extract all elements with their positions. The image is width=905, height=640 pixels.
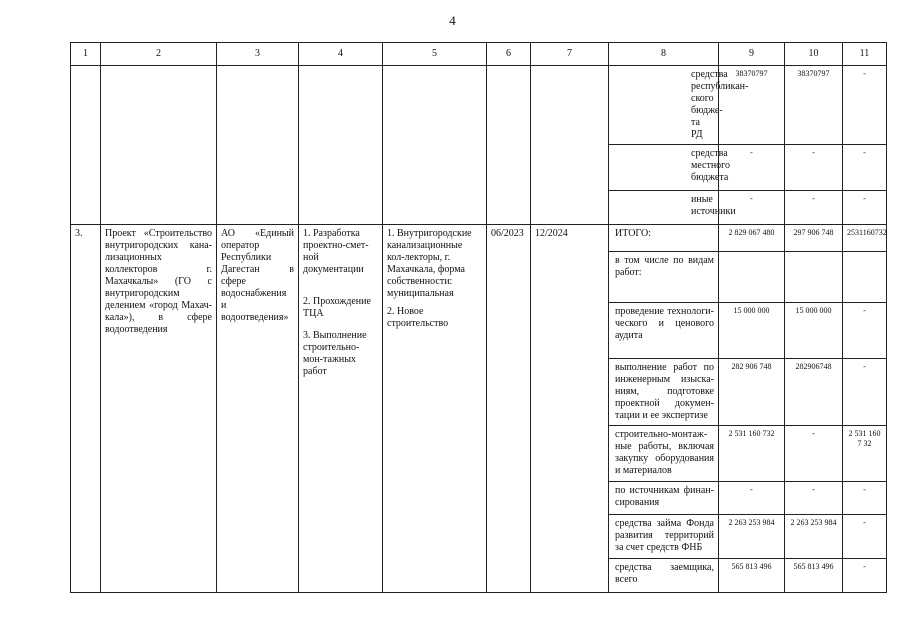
end-date: 12/2024 [531, 225, 609, 593]
value-cell: 282906748 [785, 359, 843, 426]
col-header-1: 1 [71, 43, 101, 66]
empty-cell [383, 66, 487, 225]
value-cell: - [719, 482, 785, 515]
start-date: 06/2023 [487, 225, 531, 593]
empty-cell [531, 66, 609, 225]
value-cell: 2531160732 [843, 225, 887, 252]
financing-label: ИТОГО: [609, 225, 719, 252]
value-cell [843, 252, 887, 303]
value-cell: 2 263 253 984 [785, 515, 843, 559]
description-1: 1. Внутригородские канализационные кол-лекторы, г. Махачкала, форма собственности: муниципальная [387, 228, 472, 299]
col-header-11: 11 [843, 43, 887, 66]
financing-label: проведение технологи-ческого и ценового аудита [609, 303, 719, 359]
value-cell: - [719, 191, 785, 225]
table-row [71, 225, 887, 252]
financing-label: средства заемщика, всего [609, 559, 719, 593]
financing-label: по источникам финан-сирования [609, 482, 719, 515]
value-cell: - [843, 515, 887, 559]
value-cell: 2 829 067 480 [719, 225, 785, 252]
project-description [383, 225, 487, 593]
col-header-4: 4 [299, 43, 383, 66]
row-index: 3. [71, 225, 101, 593]
value-cell: 2 531 160 7 32 [843, 426, 887, 482]
value-cell: - [785, 426, 843, 482]
value-cell [719, 252, 785, 303]
financing-label: в том числе по видам работ: [609, 252, 719, 303]
col-header-6: 6 [487, 43, 531, 66]
value-cell: - [843, 303, 887, 359]
investment-project-table [70, 42, 887, 593]
col-header-8: 8 [609, 43, 719, 66]
col-header-5: 5 [383, 43, 487, 66]
value-cell: 38370797 [719, 66, 785, 145]
value-cell: - [843, 359, 887, 426]
value-cell: 565 813 496 [785, 559, 843, 593]
source-label: иные источники [609, 191, 719, 225]
financing-label: средства займа Фонда развития территорий за счет средств ФНБ [609, 515, 719, 559]
value-cell [785, 252, 843, 303]
financing-label: выполнение работ по инженерным изыска-ниям, подготовке проектной докумен-тации и ее экспертизе [609, 359, 719, 426]
page-number: 4 [449, 13, 456, 28]
financing-label: строительно-монтаж-ные работы, включая закупку оборудования и материалов [609, 426, 719, 482]
value-cell: 2 263 253 984 [719, 515, 785, 559]
value-cell: 15 000 000 [785, 303, 843, 359]
value-cell: - [843, 191, 887, 225]
project-operator: АО «Единый оператор Республики Дагестан в сфере водоснабжения и водоотведения» [217, 225, 299, 593]
description-2: 2. Новое строительство [387, 306, 449, 329]
value-cell: - [785, 191, 843, 225]
empty-cell [101, 66, 217, 225]
project-name: Проект «Строительство внутригородских кана-лизационных коллекторов г. Махачкалы» (ГО с внутригородским делением «город Махач-кала»), в сфере водоотведения [101, 225, 217, 593]
empty-cell [71, 66, 101, 225]
column-number-row [71, 43, 887, 66]
stage-1: 1. Разработка проектно-смет-ной документации [303, 228, 369, 275]
value-cell: 565 813 496 [719, 559, 785, 593]
value-cell: - [785, 145, 843, 191]
value-cell: - [843, 66, 887, 145]
project-stages [299, 225, 383, 593]
value-cell: 15 000 000 [719, 303, 785, 359]
empty-cell [487, 66, 531, 225]
table-row [71, 66, 887, 145]
col-header-10: 10 [785, 43, 843, 66]
value-cell: 38370797 [785, 66, 843, 145]
col-header-3: 3 [217, 43, 299, 66]
value-cell: 282 906 748 [719, 359, 785, 426]
value-cell: - [785, 482, 843, 515]
col-header-7: 7 [531, 43, 609, 66]
value-cell: - [843, 559, 887, 593]
value-cell: - [843, 482, 887, 515]
stage-3: 3. Выполнение строительно-мон-тажных работ [303, 330, 367, 377]
empty-cell [299, 66, 383, 225]
source-label: средства местного бюджета [609, 145, 719, 191]
value-cell: 297 906 748 [785, 225, 843, 252]
stage-2: 2. Прохождение ТЦА [303, 296, 371, 319]
col-header-9: 9 [719, 43, 785, 66]
value-cell: - [719, 145, 785, 191]
value-cell: 2 531 160 732 [719, 426, 785, 482]
col-header-2: 2 [101, 43, 217, 66]
value-cell: - [843, 145, 887, 191]
source-label: средства республикан-ского бюдже-та РД [609, 66, 719, 145]
empty-cell [217, 66, 299, 225]
